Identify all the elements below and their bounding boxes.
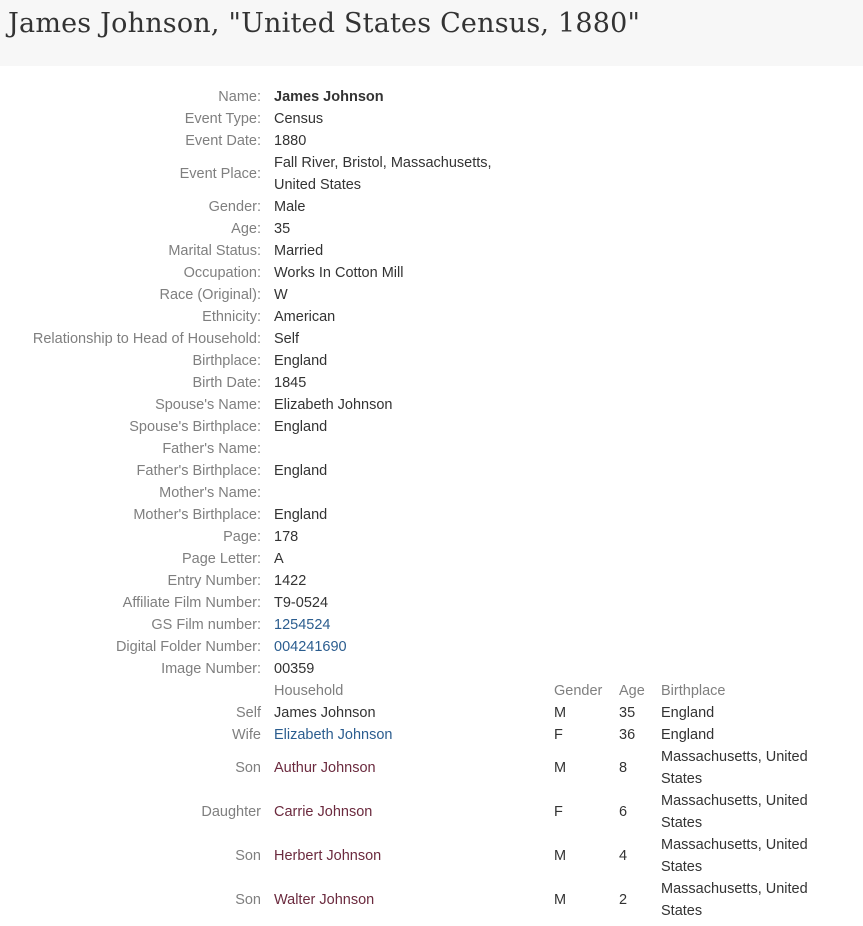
detail-label: GS Film number: xyxy=(151,617,261,633)
detail-label: Spouse's Birthplace: xyxy=(129,419,261,435)
detail-label: Gender: xyxy=(208,199,261,215)
detail-label: Ethnicity: xyxy=(202,309,261,325)
household-row xyxy=(0,724,863,746)
household-row xyxy=(0,878,863,922)
household-row xyxy=(0,746,863,790)
household-member-age: 35 xyxy=(619,705,636,721)
household-member-name[interactable]: Elizabeth Johnson xyxy=(274,727,393,743)
detail-label: Event Type: xyxy=(184,111,261,127)
detail-row xyxy=(0,658,863,680)
record-details xyxy=(0,86,863,680)
household-member-birthplace: England xyxy=(661,727,715,743)
detail-value-link[interactable]: 1254524 xyxy=(274,617,331,633)
detail-label: Page Letter: xyxy=(182,551,261,567)
detail-row xyxy=(0,548,863,570)
detail-label: Birthplace: xyxy=(192,353,261,369)
household-member-name[interactable]: Authur Johnson xyxy=(274,760,376,776)
detail-row xyxy=(0,262,863,284)
detail-row xyxy=(0,152,863,196)
detail-label: Event Place: xyxy=(179,166,261,182)
detail-value: England xyxy=(274,419,328,435)
detail-label: Race (Original): xyxy=(159,287,261,303)
detail-value: James Johnson xyxy=(274,89,384,105)
detail-row xyxy=(0,614,863,636)
household-relation: Wife xyxy=(232,727,261,743)
detail-value: Elizabeth Johnson xyxy=(274,397,393,413)
household-member-birthplace: Massachusetts, United States xyxy=(661,837,808,875)
detail-value: W xyxy=(274,287,288,303)
detail-row xyxy=(0,86,863,108)
household-row xyxy=(0,702,863,724)
detail-value: England xyxy=(274,353,328,369)
household-member-name[interactable]: Carrie Johnson xyxy=(274,804,373,820)
household-member-age: 8 xyxy=(619,760,628,776)
detail-row xyxy=(0,526,863,548)
detail-label: Name: xyxy=(218,89,261,105)
detail-row xyxy=(0,240,863,262)
household-member-birthplace: Massachusetts, United States xyxy=(661,881,808,919)
detail-row xyxy=(0,460,863,482)
detail-row xyxy=(0,328,863,350)
household-member-birthplace: Massachusetts, United States xyxy=(661,793,808,831)
household-member-gender: M xyxy=(554,848,567,864)
detail-value: T9-0524 xyxy=(274,595,329,611)
detail-value: Works In Cotton Mill xyxy=(274,265,404,281)
household-row xyxy=(0,790,863,834)
detail-value: Census xyxy=(274,111,324,127)
detail-value: Self xyxy=(274,331,299,347)
detail-label: Occupation: xyxy=(183,265,261,281)
household-member-name[interactable]: Walter Johnson xyxy=(274,892,375,908)
detail-value: 00359 xyxy=(274,661,315,677)
detail-row xyxy=(0,438,863,460)
detail-label: Relationship to Head of Household: xyxy=(32,331,261,347)
household-member-gender: F xyxy=(554,727,563,743)
household-member-gender: M xyxy=(554,892,567,908)
detail-row xyxy=(0,108,863,130)
detail-row xyxy=(0,416,863,438)
detail-row xyxy=(0,306,863,328)
household-member-gender: M xyxy=(554,705,567,721)
detail-value xyxy=(274,482,524,504)
detail-row xyxy=(0,130,863,152)
detail-row xyxy=(0,636,863,658)
detail-value: Fall River, Bristol, Massachusetts, United States xyxy=(274,155,492,193)
detail-value: A xyxy=(274,551,284,567)
household-member-age: 6 xyxy=(619,804,628,820)
detail-label: Father's Name: xyxy=(162,441,261,457)
detail-value: 1845 xyxy=(274,375,307,391)
household-table xyxy=(0,680,863,922)
detail-value: Male xyxy=(274,199,306,215)
household-column-header: Household xyxy=(274,683,344,699)
detail-row xyxy=(0,482,863,504)
detail-row xyxy=(0,592,863,614)
household-member-gender: M xyxy=(554,760,567,776)
detail-value: 178 xyxy=(274,529,299,545)
detail-label: Mother's Birthplace: xyxy=(133,507,261,523)
detail-label: Page: xyxy=(223,529,261,545)
detail-row xyxy=(0,196,863,218)
household-member-age: 4 xyxy=(619,848,628,864)
detail-label: Father's Birthplace: xyxy=(136,463,261,479)
detail-row xyxy=(0,504,863,526)
gender-column-header: Gender xyxy=(554,683,603,699)
detail-row xyxy=(0,284,863,306)
age-column-header: Age xyxy=(619,683,645,699)
household-member-gender: F xyxy=(554,804,563,820)
detail-row xyxy=(0,218,863,240)
household-relation: Daughter xyxy=(201,804,261,820)
birthplace-column-header: Birthplace xyxy=(661,683,726,699)
detail-label: Digital Folder Number: xyxy=(115,639,261,655)
household-member-name: James Johnson xyxy=(274,705,376,721)
detail-label: Entry Number: xyxy=(167,573,261,589)
detail-label: Marital Status: xyxy=(168,243,261,259)
detail-value: England xyxy=(274,463,328,479)
detail-label: Mother's Name: xyxy=(159,485,261,501)
detail-value: England xyxy=(274,507,328,523)
household-header-row xyxy=(0,680,863,702)
page-header xyxy=(0,0,863,66)
detail-row xyxy=(0,394,863,416)
page-title: James Johnson, "United States Census, 1880" xyxy=(8,8,641,39)
detail-value-link[interactable]: 004241690 xyxy=(274,639,347,655)
detail-value: 1880 xyxy=(274,133,307,149)
detail-value: 35 xyxy=(274,221,291,237)
detail-row xyxy=(0,350,863,372)
detail-value: Married xyxy=(274,243,324,259)
household-relation: Son xyxy=(235,892,261,908)
detail-label: Affiliate Film Number: xyxy=(122,595,261,611)
household-member-age: 36 xyxy=(619,727,636,743)
household-relation: Son xyxy=(235,848,261,864)
detail-value: American xyxy=(274,309,336,325)
detail-label: Spouse's Name: xyxy=(155,397,261,413)
detail-label: Image Number: xyxy=(161,661,261,677)
detail-row xyxy=(0,372,863,394)
detail-label: Age: xyxy=(231,221,261,237)
detail-row xyxy=(0,570,863,592)
household-member-name[interactable]: Herbert Johnson xyxy=(274,848,382,864)
detail-label: Event Date: xyxy=(185,133,261,149)
household-member-age: 2 xyxy=(619,892,628,908)
detail-value: 1422 xyxy=(274,573,307,589)
detail-value xyxy=(274,438,524,460)
household-member-birthplace: Massachusetts, United States xyxy=(661,749,808,787)
household-relation: Self xyxy=(236,705,261,721)
household-relation: Son xyxy=(235,760,261,776)
detail-label: Birth Date: xyxy=(192,375,261,391)
household-row xyxy=(0,834,863,878)
household-member-birthplace: England xyxy=(661,705,715,721)
